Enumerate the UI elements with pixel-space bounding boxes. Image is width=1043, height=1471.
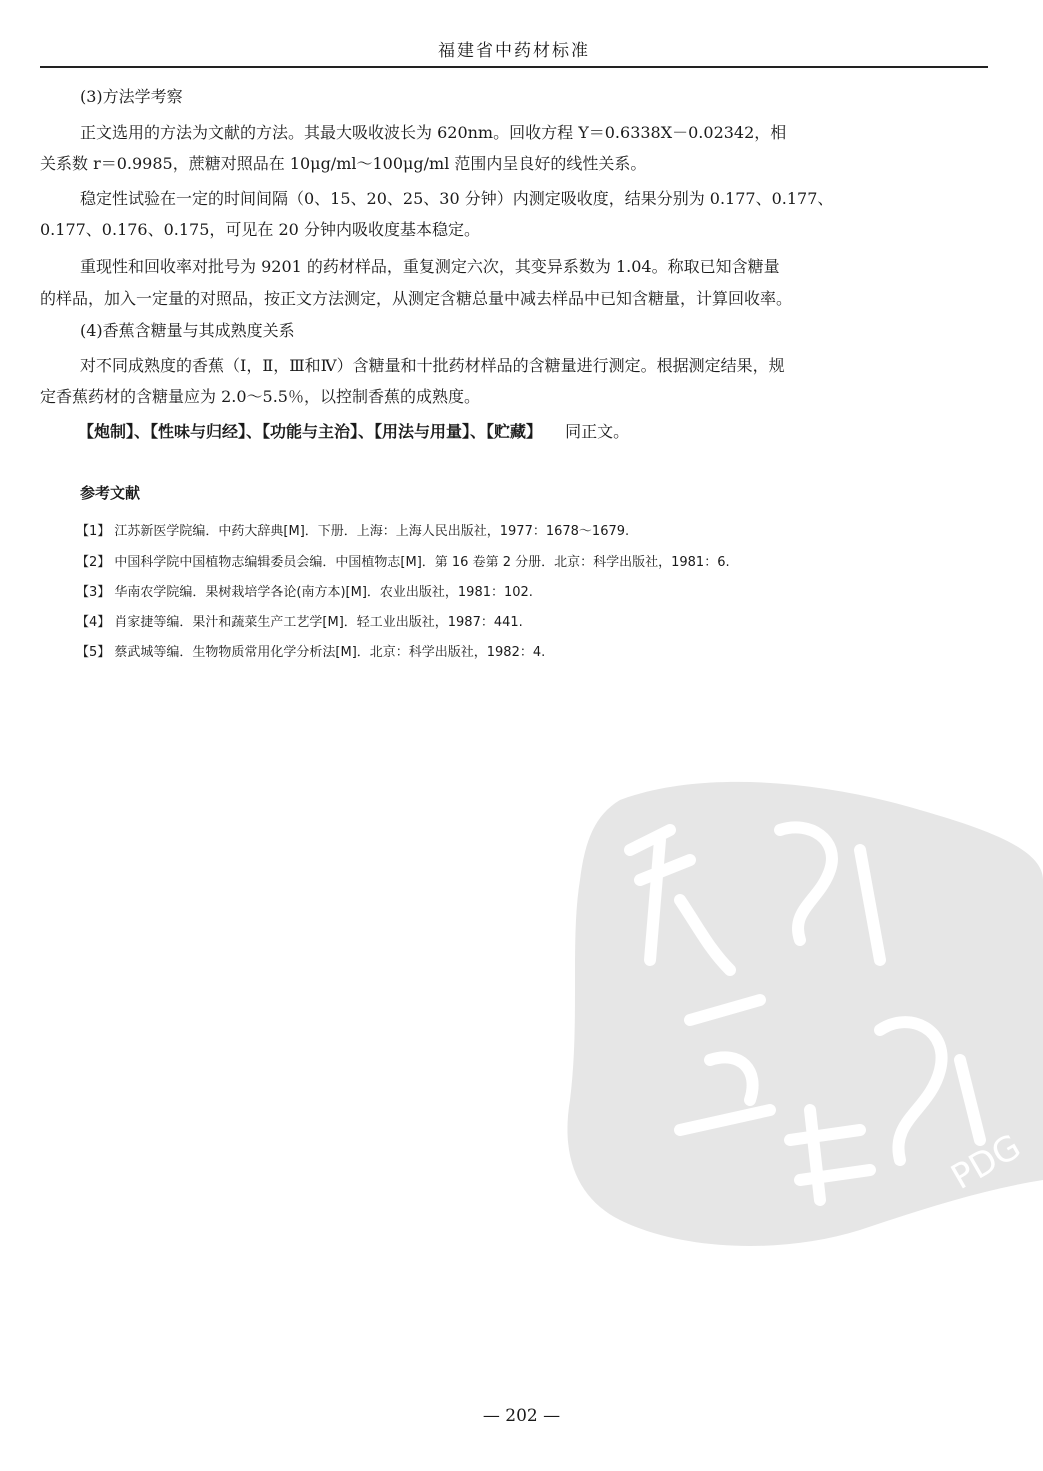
running-header [40, 30, 988, 68]
para3-line2: 的样品，加入一定量的对照品，按正文方法测定，从测定含糖总量中减去样品中已知含糖量，计算回收率。 [40, 289, 793, 308]
para4-line1: 对不同成熟度的香蕉（Ⅰ，Ⅱ，Ⅲ和Ⅳ）含糖量和十批药材样品的含糖量进行测定。根据测定结果，规 [80, 356, 785, 375]
header-title: 福建省中药材标准 [438, 41, 590, 61]
sections-tail: 同正文。 [565, 422, 630, 441]
para4-line2: 定香蕉药材的含糖量应为 2.0～5.5％，以控制香蕉的成熟度。 [40, 387, 480, 406]
sections-bold: 【炮制】、【性味与归经】、【功能与主治】、【用法与用量】、【贮藏】 [78, 422, 543, 441]
references-title: 参考文献 [80, 484, 141, 502]
reference-item: 【2】 中国科学院中国植物志编辑委员会编．中国植物志[M]．第 16 卷第 2 分册．北京：科学出版社，1981：6. [76, 555, 730, 570]
para3-line1: 重现性和回收率对批号为 9201 的药材样品，重复测定六次，其变异系数为 1.04。称取已知含糖量 [80, 257, 780, 276]
page-number: — 202 — [482, 1406, 561, 1426]
reference-item: 【5】 蔡武城等编．生物物质常用化学分析法[M]．北京：科学出版社，1982：4. [76, 645, 546, 660]
sections-line [78, 421, 629, 443]
reference-item: 【1】 江苏新医学院编．中药大辞典[M]．下册．上海：上海人民出版社，1977：1678～1679. [76, 524, 630, 539]
watermark-seal-icon [560, 760, 1043, 1260]
reference-item: 【3】 华南农学院编．果树栽培学各论(南方本)[M]．农业出版社，1981：102. [76, 585, 533, 600]
watermark-text: PDG [944, 1126, 1028, 1198]
para1-line1: 正文选用的方法为文献的方法。其最大吸收波长为 620nm。回收方程 Y＝0.6338X－0.02342，相 [80, 123, 787, 142]
heading-method: (3)方法学考察 [80, 87, 183, 106]
para2-line1: 稳定性试验在一定的时间间隔（0、15、20、25、30 分钟）内测定吸收度，结果分别为 0.177、0.177、 [80, 189, 834, 208]
para2-line2: 0.177、0.176、0.175，可见在 20 分钟内吸收度基本稳定。 [40, 220, 480, 239]
reference-item: 【4】 肖家捷等编．果汁和蔬菜生产工艺学[M]．轻工业出版社，1987：441. [76, 615, 523, 630]
heading-sugar: (4)香蕉含糖量与其成熟度关系 [80, 321, 295, 340]
para1-line2: 关系数 r＝0.9985，蔗糖对照品在 10μg/ml～100μg/ml 范围内呈良好的线性关系。 [40, 154, 647, 173]
